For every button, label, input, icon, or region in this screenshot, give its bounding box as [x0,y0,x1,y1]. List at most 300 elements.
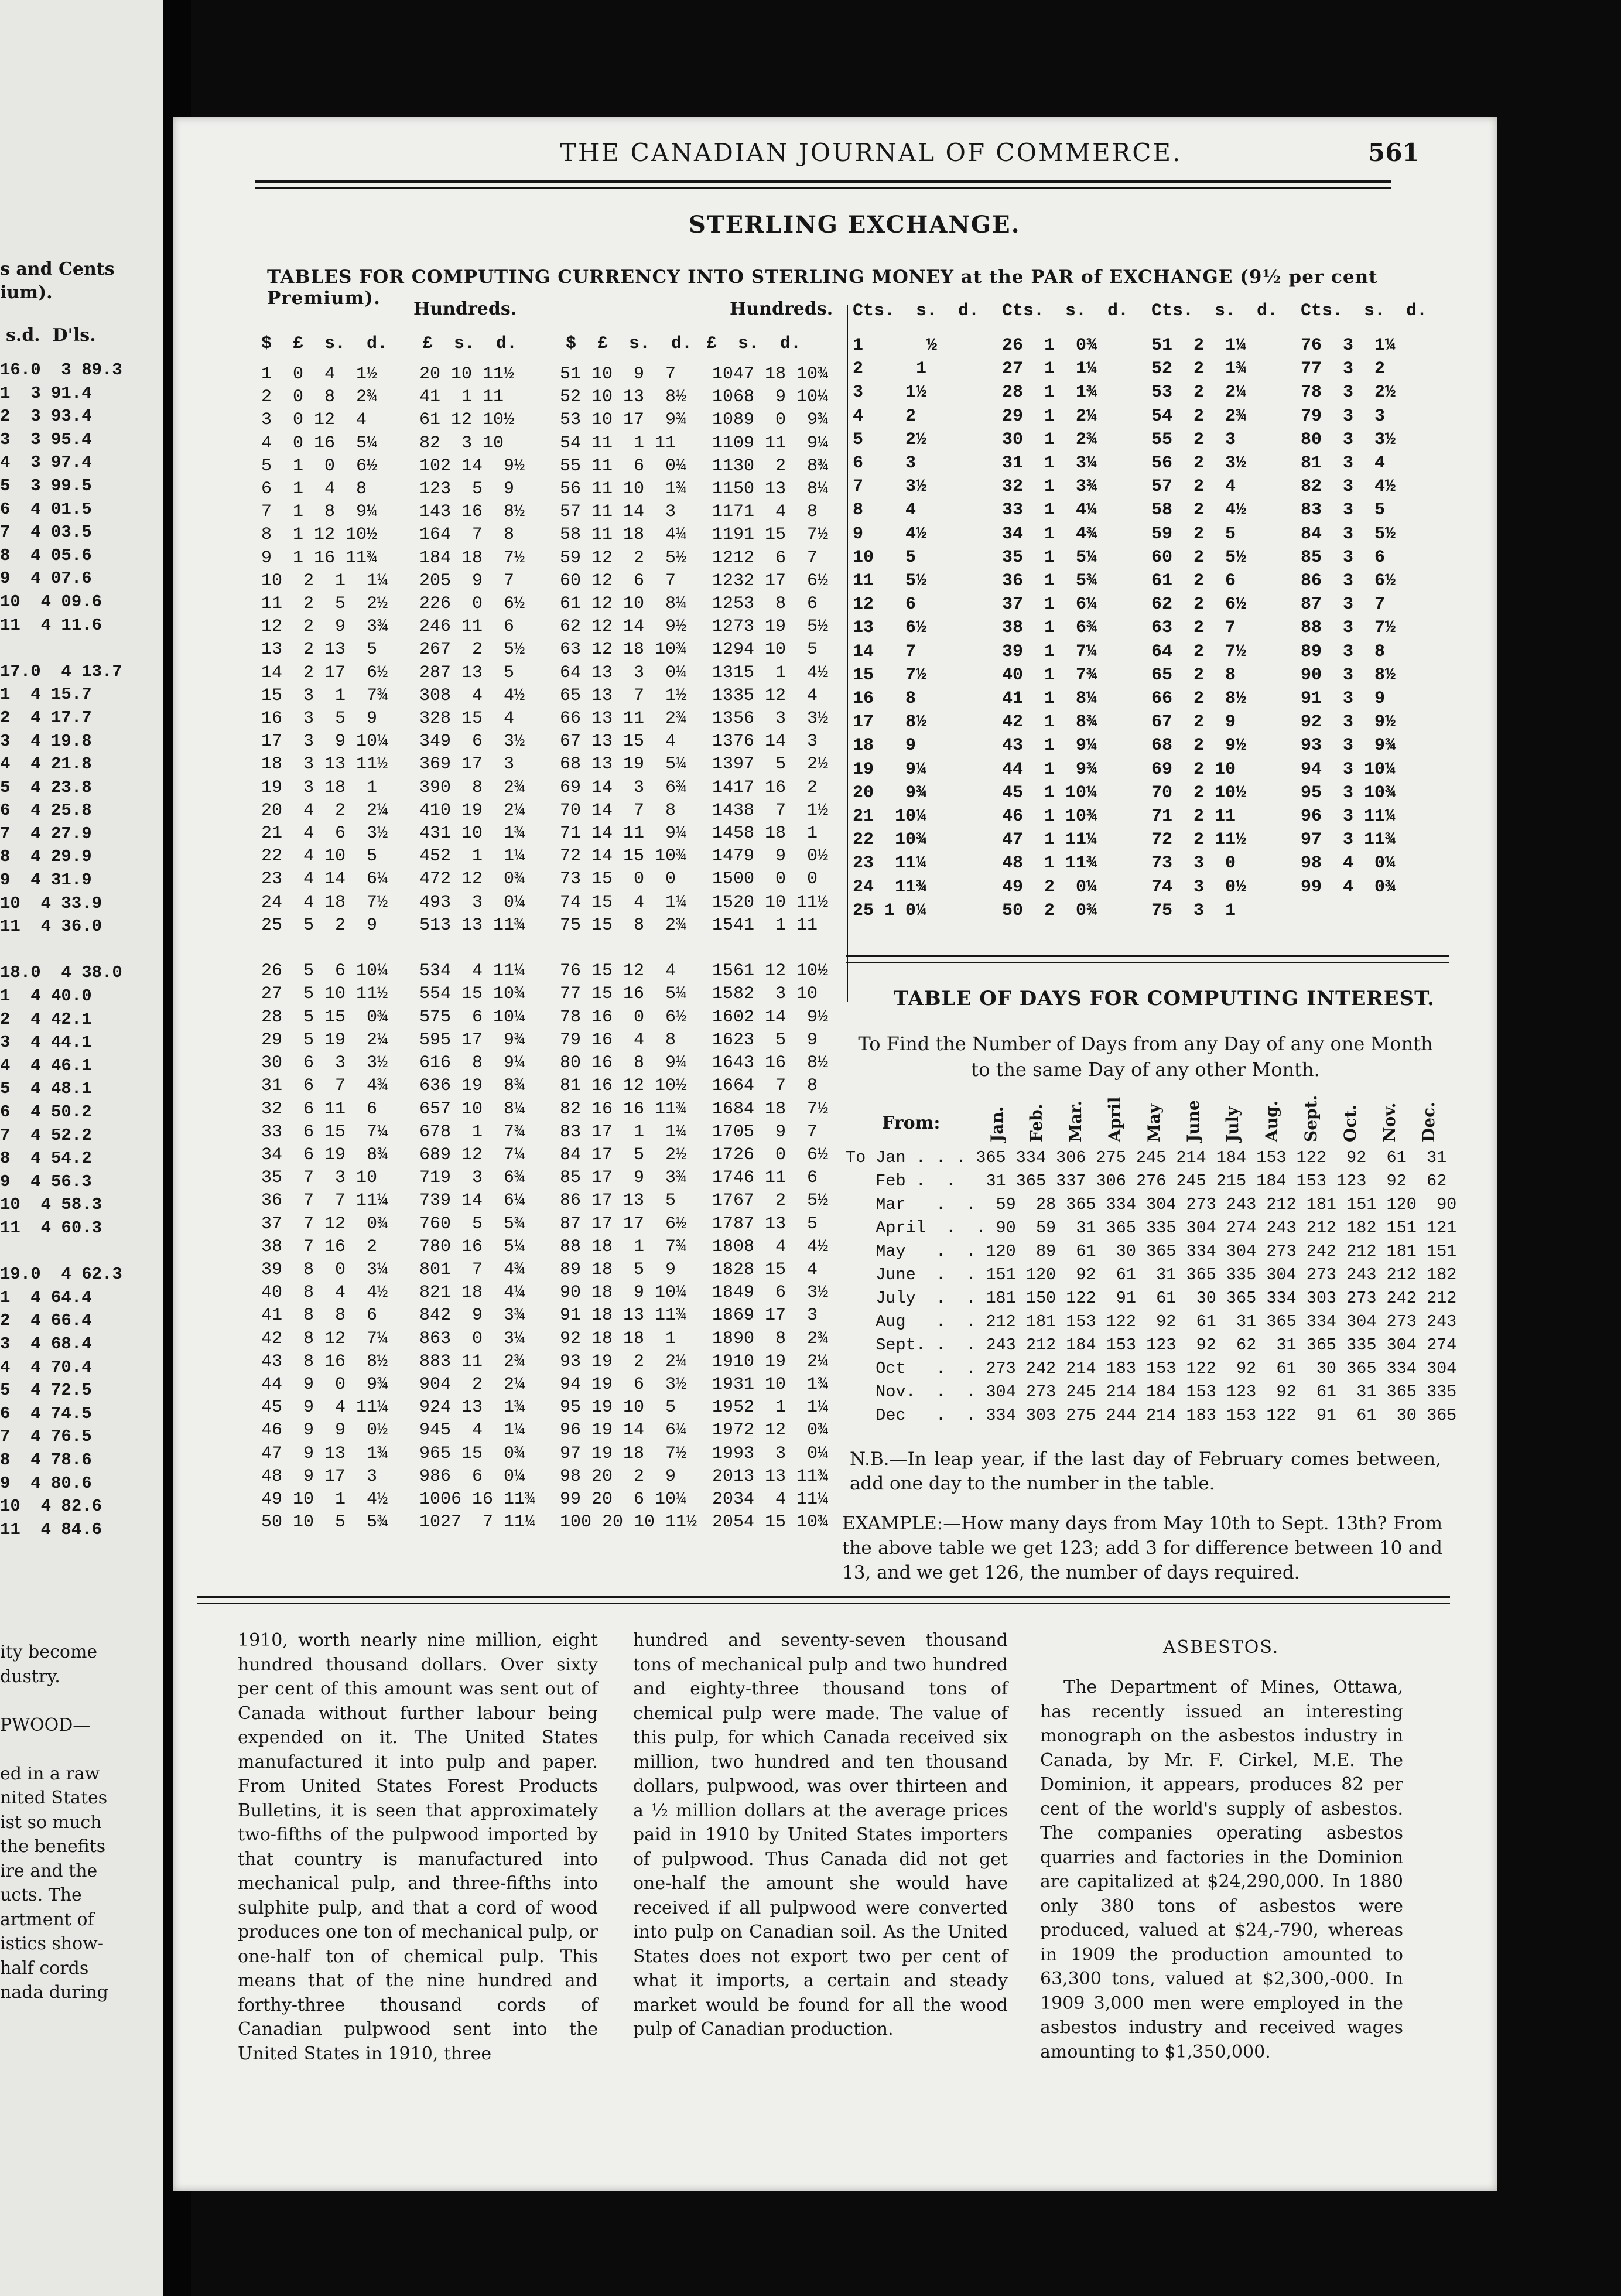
dollar-value: 68 13 19 5¼ [560,754,687,775]
table-row [560,937,828,960]
hundreds-value: 82 3 10 [419,433,504,453]
cents-cell: 93 3 9¾ [1301,736,1396,756]
running-head: THE CANADIAN JOURNAL OF COMMERCE. [560,138,1182,167]
left-table-row: 7 4 03.5 [0,522,92,542]
hundreds-value: 1315 1 4½ [712,662,829,683]
dollar-head: $ £ s. d. [261,334,388,354]
dollar-value: 40 8 4 4½ [261,1283,388,1303]
header-rule [255,180,1391,183]
hundreds-value: 1356 3 3½ [712,709,829,729]
left-article-line: ucts. The [0,1885,82,1905]
days-rule [846,962,1449,963]
left-table-row: 4 3 97.4 [0,453,92,473]
hundreds-value: 1910 19 2¼ [712,1351,829,1372]
dollar-value: 77 15 16 5¼ [560,984,687,1004]
dollar-value: 17 3 9 10¼ [261,732,388,752]
left-article-line: dustry. [0,1666,60,1687]
hundreds-value: 554 15 10¾ [419,984,525,1004]
cents-cell: 50 2 0¾ [1002,900,1097,921]
cents-cell: 25 1 0¼ [853,900,927,921]
cents-row [853,452,1450,475]
cents-cell: 6 3 [853,453,916,474]
cents-cell: 34 1 4¾ [1002,524,1097,544]
hundreds-value: 246 11 6 [419,617,515,637]
table-row [560,386,828,409]
hundreds-value: 1047 18 10¾ [712,364,829,384]
cents-row [853,334,1450,357]
left-table-row: 5 4 48.1 [0,1079,92,1099]
dollar-value: 30 6 3 3½ [261,1053,388,1074]
cents-cell: 55 2 3 [1151,429,1236,450]
table-row [560,524,828,546]
cents-cell: 42 1 8¾ [1002,712,1097,733]
hundreds-value: 575 6 10¼ [419,1007,525,1027]
cents-cell: 74 3 0½ [1151,877,1247,897]
cents-cell: 77 3 2 [1301,359,1386,380]
table-row [261,1396,535,1419]
dollar-value: 88 18 1 7¾ [560,1236,687,1257]
days-rule [846,955,1449,957]
dollar-value: 72 14 15 10¾ [560,846,687,867]
cents-cell: 89 3 8 [1301,641,1386,662]
table-row [261,1304,535,1327]
table-row [560,914,828,937]
dollar-value: 74 15 4 1¼ [560,892,687,913]
left-table-row: 2 4 66.4 [0,1311,92,1331]
dollar-value: 53 10 17 9¾ [560,410,687,430]
hundreds-value: 760 5 5¾ [419,1214,525,1234]
cents-cell: 78 3 2½ [1301,382,1396,403]
cents-cell: 41 1 8¼ [1002,689,1097,709]
cents-cell: 88 3 7½ [1301,618,1396,638]
table-row [560,570,828,593]
dollar-value: 98 20 2 9 [560,1466,676,1487]
cents-cell: 3 1½ [853,382,927,403]
dollar-value: 7 1 8 9¼ [261,502,378,522]
left-table-row: 2 3 93.4 [0,406,92,426]
dollar-value: 43 8 16 8½ [261,1351,388,1372]
dollar-value: 67 13 15 4 [560,732,676,752]
cents-row [853,710,1450,734]
table-row [560,1443,828,1465]
cents-cell: 62 2 6½ [1151,594,1247,615]
left-header-line: ium). [0,282,53,303]
left-col-head: D'ls. [52,325,96,346]
table-row [261,1052,535,1075]
cents-cell: 65 2 8 [1151,665,1236,685]
hundreds-value: 143 16 8½ [419,502,525,522]
left-table-row: 11 4 36.0 [0,917,102,937]
days-row: Oct . . 273 242 214 183 153 122 92 61 30 365 334 304 [846,1359,1457,1378]
table-row [560,1374,828,1396]
left-table-row: 9 4 31.9 [0,870,92,890]
cents-cell: 97 3 11¾ [1301,830,1396,850]
dollar-value: 59 12 2 5½ [560,548,687,568]
table-row [560,593,828,616]
hundreds-value: 1623 5 9 [712,1030,818,1050]
days-row: July . . 181 150 122 91 61 30 365 334 303 273 242 212 [846,1289,1457,1308]
dollar-value: 99 20 6 10¼ [560,1489,687,1509]
cents-cell: 4 2 [853,406,916,426]
dollar-value: 65 13 7 1½ [560,685,687,706]
section-rule [197,1603,1450,1604]
left-table-row: 3 4 44.1 [0,1033,92,1053]
dollar-value: 29 5 19 2¼ [261,1030,388,1050]
table-row [261,868,535,891]
cents-cell: 66 2 8½ [1151,689,1247,709]
table-row [560,455,828,478]
cents-cell: 35 1 5¼ [1002,547,1097,568]
left-table-row: 1 4 15.7 [0,685,92,705]
cents-cell: 14 7 [853,641,916,662]
table-row [560,753,828,776]
table-row [560,777,828,800]
hundreds-value: 1232 17 6½ [712,570,829,591]
left-table-row: 5 3 99.5 [0,476,92,496]
cents-cell: 68 2 9½ [1151,736,1247,756]
cents-row [853,498,1450,522]
cents-cell: 98 4 0¼ [1301,853,1396,874]
month-header: Oct. [1340,1104,1360,1142]
cents-cell: 48 1 11¾ [1002,853,1097,874]
table-row [261,409,535,432]
hundreds-value: 308 4 4½ [419,685,525,706]
hundreds-value: 883 11 2¾ [419,1351,525,1372]
hundreds-value: 1191 15 7½ [712,525,829,545]
asbestos-heading: ASBESTOS. [1163,1637,1280,1658]
left-col-heads [6,325,96,346]
dollar-value [560,937,712,960]
month-header: May [1144,1103,1164,1142]
hundreds-value: 904 2 2¼ [419,1374,525,1395]
dollar-value: 2 0 8 2¾ [261,387,378,408]
hundreds-value: 102 14 9½ [419,456,525,476]
hundreds-value: 595 17 9¾ [419,1030,525,1050]
hundreds-label: Hundreds. [730,299,833,319]
dollar-value: 80 16 8 9¼ [560,1053,687,1074]
cents-cell: 38 1 6¾ [1002,618,1097,638]
cents-cell: 10 5 [853,547,916,568]
table-row [560,1144,828,1167]
cents-cell: 83 3 5 [1301,500,1386,521]
dollar-value: 61 12 10 8¼ [560,594,687,614]
left-article [0,1640,108,2005]
left-table-row: 10 4 09.6 [0,592,102,611]
table-row [261,1488,535,1511]
left-table-row: 3 3 95.4 [0,429,92,449]
table-row [560,960,828,983]
table-row [560,868,828,891]
table-row [261,1075,535,1098]
dollar-value: 69 14 3 6¾ [560,777,687,798]
cents-cell: 15 7½ [853,665,927,685]
left-table-row: 7 4 76.5 [0,1427,92,1447]
cents-cell: 1 ½ [853,336,938,356]
cents-cell: 94 3 10¼ [1301,759,1396,780]
cents-cell: 96 3 11¼ [1301,807,1396,827]
left-table-row: 1 3 91.4 [0,383,92,403]
dollar-value: 90 18 9 10¼ [560,1283,687,1303]
pulpwood-article-col2: hundred and seventy-seven thousand tons of mechanical pulp and two hundred and eighty-three thousand tons of chemical pulp were made. The value of this pulp, for which Canada received six million, two hundred and ten thousand dollars, pulpwood, was over thirteen and a ½ million dollars at the average prices paid in 1910 by United States importers of pulpwood. Thus Canada did not get one-half the amount she would have received if all pulpwood were converted into pulp on Canadian soil. As the United States does not export two per cent of what it imports, a certain and steady market would be found for all the wood pulp of Canadian production. [633,1630,1008,2039]
dollar-value: 27 5 10 11½ [261,984,388,1004]
cents-cell: 72 2 11½ [1151,830,1247,850]
dollar-value: 75 15 8 2¾ [560,915,687,935]
dollar-value: 21 4 6 3½ [261,824,388,844]
hundreds-value: 1109 11 9¼ [712,433,829,453]
table-row [560,1351,828,1374]
table-1-50 [261,363,535,1534]
asbestos-article: The Department of Mines, Ottawa, has recently issued an interesting monograph on the asbestos industry in Canada, by Mr. F. Cirkel, M.E. The Dominion, it appears, produces 82 per cent of the world's supply of asbestos. The companies operating asbestos quarries and factories in the Dominion are capitalized at $24,290,000. In 1880 only 380 tons of asbestos were produced, valued at $24,-790, whereas in 1909 the production amounted to 63,300 tons, valued at $2,300,-000. In 1909 3,000 men were employed in the asbestos industry and received wages amounting to $1,350,000. [1040,1677,1403,2062]
table-row [560,1488,828,1511]
dollar-value: 64 13 3 0¼ [560,662,687,683]
days-title: TABLE OF DAYS FOR COMPUTING INTEREST. [894,987,1435,1010]
table-row [560,822,828,845]
cents-cell: 95 3 10¾ [1301,783,1396,803]
days-instruction [847,1031,1444,1082]
hundreds-value: 184 18 7½ [419,548,525,568]
hundreds-value: 636 19 8¾ [419,1076,525,1096]
hundreds-value: 1808 4 4½ [712,1236,829,1257]
left-table-row [0,938,122,962]
cents-row [853,876,1450,899]
hundreds-value: 328 15 4 [419,709,515,729]
dollar-value: 100 20 10 11½ [560,1512,697,1533]
dollar-value: 33 6 15 7¼ [261,1122,388,1142]
table-row [261,1282,535,1304]
cents-cell: 61 2 6 [1151,571,1236,592]
hundreds-value: 1869 17 3 [712,1306,818,1326]
month-header: Feb. [1027,1103,1046,1142]
hundreds-value: 1931 10 1¾ [712,1374,829,1395]
left-table-row: 18.0 4 38.0 [0,963,122,983]
dollar-value: 22 4 10 5 [261,846,378,867]
left-table-row: 3 4 19.8 [0,731,92,751]
hundreds-value: 1212 6 7 [712,548,818,568]
left-table-row: 11 4 11.6 [0,615,102,635]
dollar-value: 13 2 13 5 [261,640,378,660]
left-article-line: ist so much [0,1812,102,1833]
cents-cell: 58 2 4½ [1151,500,1247,521]
table-row [560,478,828,501]
table-row [560,1328,828,1351]
cents-row [853,546,1450,569]
cents-row [853,405,1450,428]
dollar-value: 12 2 9 3¾ [261,617,388,637]
dollar-value: 66 13 11 2¾ [560,709,687,729]
example-note: EXAMPLE:—How many days from May 10th to Sept. 13th? From the above table we get 123; add 3 for difference between 10 and 13, and we get 126, the number of days required. [842,1513,1442,1583]
table-row [261,662,535,685]
dollar-value: 51 10 9 7 [560,364,676,384]
dollar-value: 92 18 18 1 [560,1328,676,1349]
cents-cell: 86 3 6½ [1301,571,1396,592]
hundreds-value: 1294 10 5 [712,640,818,660]
left-table-row: 1 4 64.4 [0,1287,92,1307]
table-row [560,1052,828,1075]
dollar-value: 71 14 11 9¼ [560,824,687,844]
left-table-row: 8 4 78.6 [0,1450,92,1470]
hundreds-value: 1828 15 4 [712,1259,818,1280]
cents-cell: 26 1 0¾ [1002,336,1097,356]
table-row [560,638,828,661]
cents-cell: 12 6 [853,594,916,615]
dollar-head: $ £ s. d. [566,334,693,354]
hundreds-value: 164 7 8 [419,525,515,545]
dollar-value: 3 0 12 4 [261,410,367,430]
cents-row [853,899,1450,922]
left-table-row: 9 4 80.6 [0,1473,92,1493]
hundreds-value: 739 14 6¼ [419,1191,525,1211]
days-row: June . . 151 120 92 61 31 365 335 304 273 243 212 182 [846,1265,1457,1284]
left-table-row: 1 4 40.0 [0,986,92,1006]
hundreds-value: 1561 12 10½ [712,961,829,982]
hundreds-value: 1746 11 6 [712,1168,818,1188]
dollar-value: 50 10 5 5¾ [261,1512,388,1533]
hundreds-value: 534 4 11¼ [419,961,525,982]
table-row [261,616,535,638]
cents-cell: 32 1 3¾ [1002,477,1097,497]
table-row [261,730,535,753]
table-row [560,363,828,386]
hundreds-value: 821 18 4¼ [419,1283,525,1303]
hundreds-value: 1417 16 2 [712,777,818,798]
hundreds-value: 1150 13 8¼ [712,479,829,500]
table-row [261,1167,535,1190]
left-table-row: 11 4 84.6 [0,1519,102,1539]
dollar-value: 37 7 12 0¾ [261,1214,388,1234]
cents-row [853,758,1450,781]
dollar-value: 35 7 3 10 [261,1168,378,1188]
left-page-header [0,258,115,305]
days-row: Sept. . . 243 212 184 153 123 92 62 31 365 335 304 274 [846,1335,1457,1355]
dollar-value: 47 9 13 1¾ [261,1443,388,1464]
cents-cell: 49 2 0¼ [1002,877,1097,897]
dollar-value: 82 16 16 11¾ [560,1099,687,1119]
left-article-line: nited States [0,1788,108,1808]
hundreds-value: 61 12 10½ [419,410,515,430]
month-header: June [1184,1100,1203,1142]
left-table-row: 6 4 01.5 [0,499,92,519]
dollar-value: 81 16 12 10½ [560,1076,687,1096]
dollar-value: 79 16 4 8 [560,1030,676,1050]
table-row [560,845,828,868]
cents-cell: 73 3 0 [1151,853,1236,874]
dollar-value: 76 15 12 4 [560,961,676,982]
hundreds-value: 1397 5 2½ [712,754,829,775]
hundreds-value: 205 9 7 [419,570,515,591]
hundreds-value: 2034 4 11¼ [712,1489,829,1509]
cents-cell: 91 3 9 [1301,689,1386,709]
hundreds-value: 1643 16 8½ [712,1053,829,1074]
table-row [560,1236,828,1259]
table-row [261,386,535,409]
left-table-row: 10 4 33.9 [0,893,102,913]
cents-cell: 5 2½ [853,429,927,450]
hundreds-value: 1890 8 2¾ [712,1328,829,1349]
dollar-value: 48 9 17 3 [261,1466,378,1487]
cents-cell: 11 5½ [853,571,927,592]
dollar-value: 28 5 15 0¾ [261,1007,388,1027]
cents-cell: 40 1 7¾ [1002,665,1097,685]
dollar-value: 73 15 0 0 [560,869,676,890]
table-row [560,1419,828,1442]
cents-cell: 27 1 1¼ [1002,359,1097,380]
table-row [560,432,828,455]
dollar-value: 15 3 1 7¾ [261,685,388,706]
left-article-line: ire and the [0,1860,98,1881]
hundreds-value: 513 13 11¾ [419,915,525,935]
hundreds-value: 1767 2 5½ [712,1191,829,1211]
table-row [560,1006,828,1029]
hundreds-value [712,937,723,960]
left-table-row: 10 4 58.3 [0,1195,102,1215]
cents-cell: 23 11¼ [853,853,927,874]
left-table-row: 9 4 07.6 [0,569,92,589]
cents-cell: 67 2 9 [1151,712,1236,733]
left-table-row: 9 4 56.3 [0,1171,92,1191]
dollar-value: 34 6 19 8¾ [261,1144,388,1165]
cents-cell: 19 9¼ [853,759,927,780]
hundreds-value: 657 10 8¼ [419,1099,525,1119]
dollar-value: 58 11 18 4¼ [560,525,687,545]
table-row [261,1374,535,1396]
month-header: Dec. [1419,1102,1438,1142]
left-table [0,358,122,1541]
cents-cell: 2 1 [853,359,927,380]
hundreds-value: 410 19 2¼ [419,800,525,821]
table-row [261,1006,535,1029]
table-row [560,1121,828,1144]
dollar-value: 16 3 5 9 [261,709,378,729]
hundreds-value: 1171 4 8 [712,502,818,522]
cents-cell: 22 10¾ [853,830,927,850]
hundreds-value: 1376 14 3 [712,732,818,752]
dollar-value: 5 1 0 6½ [261,456,378,476]
left-table-row: 7 4 52.2 [0,1125,92,1145]
days-row: Mar . . 59 28 365 334 304 273 243 212 181 151 120 90 [846,1195,1457,1214]
left-table-row: 4 4 21.8 [0,754,92,774]
table-row [261,1328,535,1351]
dollar-value: 87 17 17 6½ [560,1214,687,1234]
table-row [560,501,828,524]
dollar-value: 96 19 14 6¼ [560,1420,687,1441]
table-row [261,845,535,868]
dollar-value: 23 4 14 6¼ [261,869,388,890]
table-row [560,983,828,1006]
dollar-value: 32 6 11 6 [261,1099,378,1119]
cents-cell: 79 3 3 [1301,406,1386,426]
hundreds-value: 2054 15 10¾ [712,1512,829,1533]
table-row [261,1351,535,1374]
cents-row [853,428,1450,452]
month-header: Jan. [987,1106,1007,1142]
hundreds-value: 1726 0 6½ [712,1144,829,1165]
left-table-row: 4 4 70.4 [0,1357,92,1377]
table-row [560,1511,828,1534]
left-article-line: half cords [0,1957,89,1979]
table-row [261,1465,535,1488]
dollar-value: 85 17 9 3¾ [560,1168,687,1188]
table-row [261,1259,535,1282]
table-row [261,1443,535,1465]
hundreds-value: 1705 9 7 [712,1122,818,1142]
hundreds-value: 472 12 0¾ [419,869,525,890]
dollar-value: 36 7 7 11¼ [261,1191,388,1211]
table-row [261,753,535,776]
hundreds-value: 678 1 7¾ [419,1122,525,1142]
days-row: April . . 90 59 31 365 335 304 274 243 212 182 151 121 [846,1218,1457,1238]
left-table-row: 5 4 72.5 [0,1381,92,1400]
cents-cell: 13 6½ [853,618,927,638]
